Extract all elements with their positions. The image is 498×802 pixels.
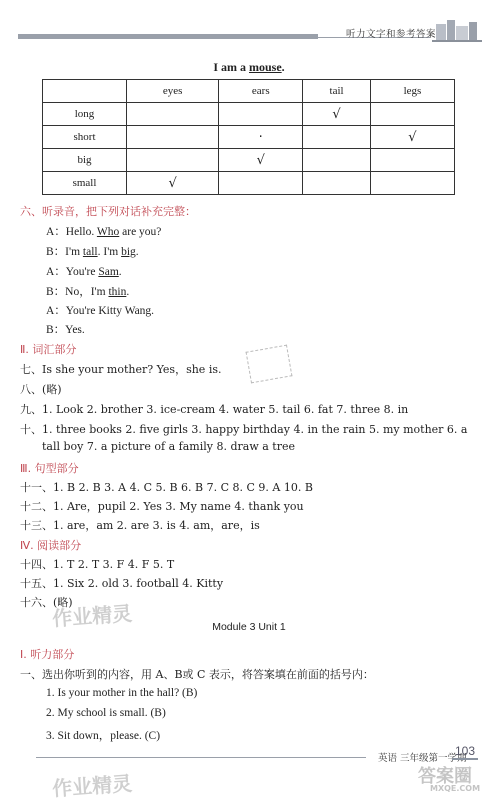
answer-item: 3. Sit down，please. (C) [46, 730, 161, 742]
table-row [43, 103, 455, 126]
vocab-heading: Ⅱ. 词汇部分 [20, 343, 77, 356]
module-heading: Module 3 Unit 1 [212, 621, 286, 633]
question-1-instruction: 一、选出你听到的内容，用 A、B或 C 表示，将答案填在前面的括号内： [20, 668, 374, 681]
watermark: 作业精灵 [51, 601, 133, 631]
table-row [43, 149, 455, 172]
row-label: small [43, 172, 127, 195]
footer-rule [36, 757, 366, 758]
answer-line-10-cont: tall boy 7. a picture of a family 8. draw a tree [42, 440, 295, 453]
footer-text: 英语 三年级第一学期 [378, 753, 467, 764]
table-cell [127, 126, 219, 149]
table-cell [303, 172, 371, 195]
table-cell [219, 172, 303, 195]
table-cell [127, 103, 219, 126]
column-header: eyes [127, 80, 219, 103]
answer-line-15: 十五、1. Six 2. old 3. football 4. Kitty [20, 577, 224, 590]
table-cell: √ [219, 149, 303, 172]
answer-line-11: 十一、1. B 2. B 3. A 4. C 5. B 6. B 7. C 8. C 9. A 10. B [20, 481, 313, 494]
dialogue-line: A：You're Kitty Wang. [46, 305, 155, 317]
dialogue-line: A：Hello. Who are you? [46, 226, 162, 238]
answer-line-7: 七、Is she your mother? Yes，she is. [20, 363, 222, 376]
stamp-mark [246, 345, 293, 384]
dialogue-line: B：No，I'm thin. [46, 286, 130, 298]
table-cell [303, 126, 371, 149]
row-label: long [43, 103, 127, 126]
answer-line-8: 八、(略) [20, 383, 62, 396]
table-title: I am a mouse. [213, 60, 285, 74]
answer-line-14: 十四、1. T 2. T 3. F 4. F 5. T [20, 558, 175, 571]
answer-table [42, 79, 455, 195]
dialogue-line: A：You're Sam. [46, 266, 122, 278]
sentence-heading: Ⅲ. 句型部分 [20, 462, 79, 475]
table-row [43, 126, 455, 149]
answer-line-10: 十、1. three books 2. five girls 3. happy birthday 4. in the rain 5. my mother 6. a [20, 423, 468, 436]
answer-item: 1. Is your mother in the hall? (B) [46, 687, 198, 699]
header-title: 听力文字和参考答案 [346, 29, 437, 40]
row-label: big [43, 149, 127, 172]
table-row [43, 172, 455, 195]
corner-watermark: 答案圈 [418, 766, 472, 787]
column-header: legs [370, 80, 454, 103]
row-label: short [43, 126, 127, 149]
table-cell [370, 172, 454, 195]
table-cell: √ [303, 103, 371, 126]
table-cell [303, 149, 371, 172]
dialogue-line: B：I'm tall. I'm big. [46, 246, 139, 258]
answer-item: 2. My school is small. (B) [46, 707, 166, 719]
table-cell [127, 149, 219, 172]
header-bar [18, 34, 318, 39]
answer-line-13: 十三、1. are，am 2. are 3. is 4. am，are，is [20, 519, 260, 532]
table-cell [219, 103, 303, 126]
reading-heading: Ⅳ. 阅读部分 [20, 539, 82, 552]
watermark: 作业精灵 [51, 771, 133, 801]
answer-line-9: 九、1. Look 2. brother 3. ice-cream 4. water 5. tail 6. fat 7. three 8. in [20, 403, 409, 416]
listening-heading: Ⅰ. 听力部分 [20, 648, 75, 661]
table-corner-cell [43, 80, 127, 103]
table-cell: · [219, 126, 303, 149]
table-cell: √ [370, 126, 454, 149]
books-icon [432, 16, 482, 42]
dialogue-line: B：Yes. [46, 324, 85, 336]
corner-watermark-url: MXQE.COM [430, 784, 481, 793]
answer-line-16: 十六、(略) [20, 596, 73, 609]
answer-line-12: 十二、1. Are，pupil 2. Yes 3. My name 4. thank you [20, 500, 304, 513]
column-header: tail [303, 80, 371, 103]
page-number: 103 [452, 744, 478, 760]
table-cell [370, 103, 454, 126]
column-header: ears [219, 80, 303, 103]
table-cell [370, 149, 454, 172]
table-header-row [43, 80, 455, 103]
section6-heading: 六、听录音，把下列对话补充完整： [20, 205, 196, 218]
table-cell: √ [127, 172, 219, 195]
